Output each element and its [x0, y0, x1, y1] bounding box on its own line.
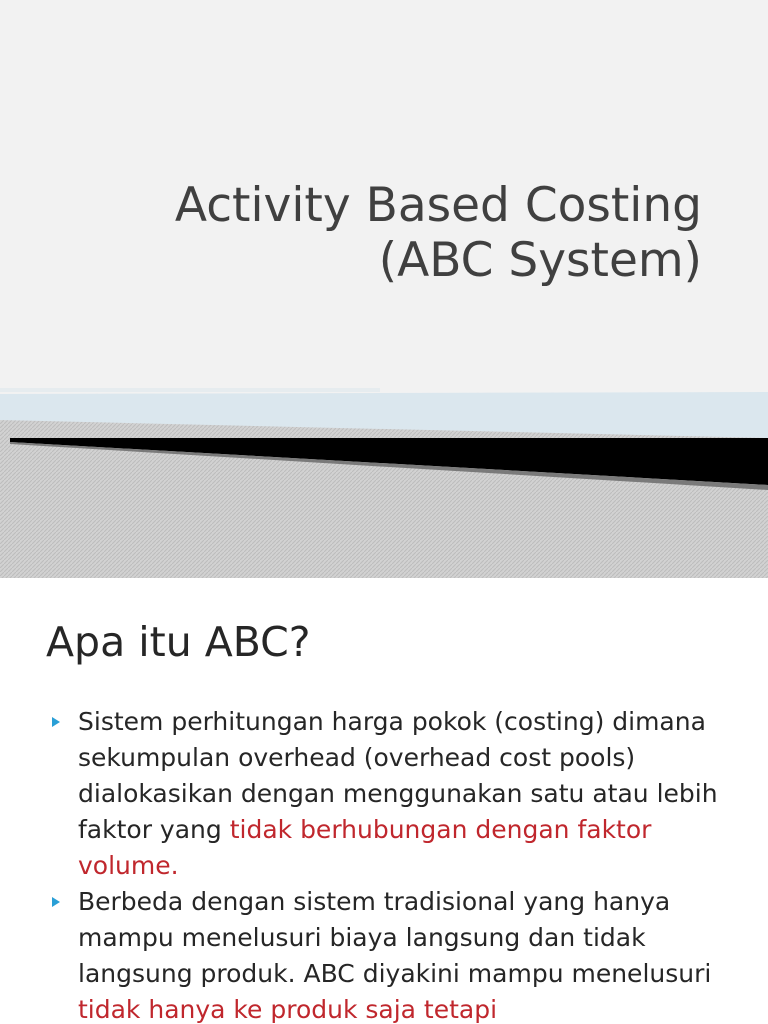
- band-top-line: [0, 388, 380, 392]
- slide-title: [175, 178, 702, 288]
- bullet-item-2: [48, 884, 738, 1024]
- bullet-2-highlight: tidak hanya ke produk saja tetapi: [78, 995, 498, 1024]
- title-line-1: Activity Based Costing: [174, 178, 702, 233]
- content-slide: [0, 578, 768, 1024]
- decorative-band: [0, 380, 768, 578]
- bullet-1-text: Sistem perhitungan harga pokok (costing) dimana sekumpulan overhead (overhead cost pools) dialokasikan dengan menggunakan satu atau lebih faktor yang: [78, 707, 718, 844]
- triangle-bullet-icon: [52, 717, 60, 727]
- bullet-2-text: Berbeda dengan sistem tradisional yang hanya mampu menelusuri biaya langsung dan tidak langsung produk. ABC diyakini mampu menelusuri: [78, 887, 712, 988]
- title-line-2: (ABC System): [378, 233, 702, 288]
- bullet-item-1: [48, 704, 738, 884]
- slide-heading: Apa itu ABC?: [46, 618, 311, 666]
- bullet-1-highlight: tidak berhubungan dengan faktor volume.: [78, 815, 652, 880]
- bullet-list: [48, 704, 738, 1024]
- triangle-bullet-icon: [52, 897, 60, 907]
